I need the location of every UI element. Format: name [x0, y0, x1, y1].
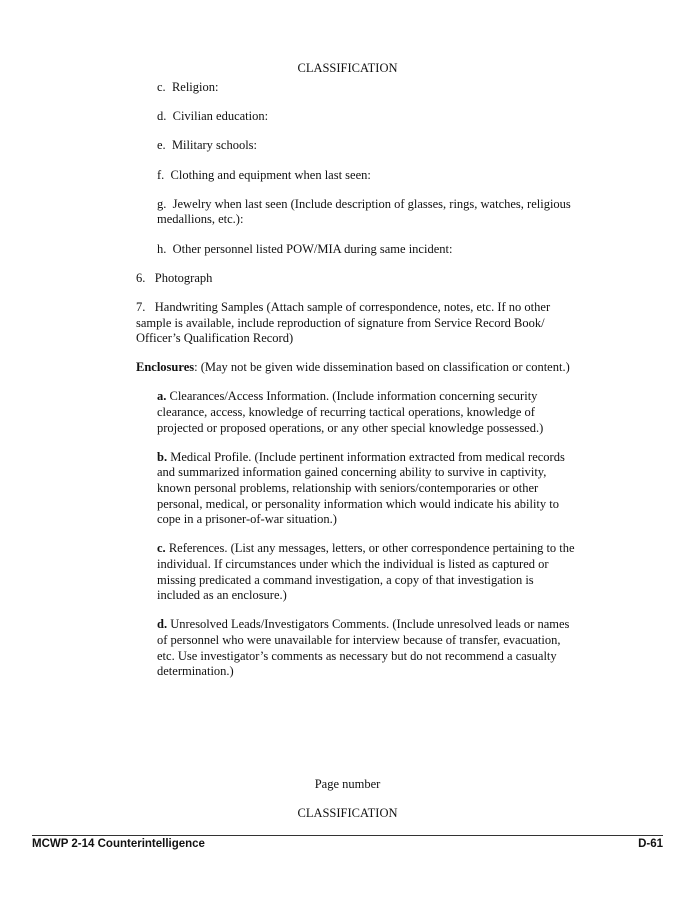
enclosure-b: [136, 450, 576, 528]
item-d: [136, 109, 576, 125]
enclosure-d-text: Unresolved Leads/Investigators Comments. (Include unresolved leads or names of personnel who were unavailable for interview because of transfer, evacuation, etc. Use investigator’s comments as necessary but do not recommend a casualty determination.): [157, 617, 570, 679]
enclosure-b-letter: b.: [157, 449, 168, 464]
item-c-letter: c.: [157, 80, 166, 94]
enclosures-intro-text: : (May not be given wide dissemination based on classification or content.): [194, 360, 570, 375]
enclosures-intro: [136, 360, 576, 376]
item-f-letter: f.: [157, 167, 165, 182]
enclosure-a: [136, 389, 576, 436]
classification-header: CLASSIFICATION: [297, 61, 398, 75]
classification-footer: CLASSIFICATION: [297, 806, 398, 820]
item-h: [136, 242, 576, 258]
item-g-letter: g.: [157, 196, 167, 211]
enclosure-a-text: Clearances/Access Information. (Include information concerning security clearance, access, knowledge of recurring tactical operations, knowledge of projected or proposed operations, or any other special knowledge possessed.): [157, 389, 544, 435]
enclosure-b-text: Medical Profile. (Include pertinent information extracted from medical records and summarized information gained concerning ability to survive in captivity, known personal problems, relationship with seniors/contemporaries or other personal, medical, or personality information which would indicate his ability to cope in a prisoner-of-war situation.): [157, 449, 565, 527]
section-6-number: 6.: [136, 270, 146, 285]
item-e-text: Military schools:: [171, 138, 258, 153]
publication-title: MCWP 2-14 Counterintelligence: [32, 838, 205, 850]
item-d-text: Civilian education:: [172, 109, 269, 124]
section-7: [136, 300, 576, 347]
enclosure-c: [136, 541, 576, 603]
item-d-letter: d.: [157, 109, 167, 124]
page-reference: D-61: [638, 838, 663, 850]
item-c-text: Religion:: [171, 80, 219, 94]
footer-rule: [32, 835, 663, 836]
item-e-letter: e.: [157, 138, 166, 153]
item-g: [136, 197, 576, 228]
page-number-label: Page number: [314, 777, 381, 791]
enclosure-a-letter: a.: [157, 389, 167, 404]
document-body: [136, 80, 576, 693]
section-7-number: 7.: [136, 299, 146, 314]
enclosure-c-text: References. (List any messages, letters, or other correspondence pertaining to the individual. If circumstances under which the individual is listed as captured or missing predicated a command investigation, a copy of that investigation is included as an enclosure.): [157, 541, 575, 603]
enclosure-d: [136, 617, 576, 679]
item-h-letter: h.: [157, 241, 167, 256]
item-f-text: Clothing and equipment when last seen:: [170, 167, 371, 182]
item-f: [136, 168, 576, 184]
section-7-text: Handwriting Samples (Attach sample of correspondence, notes, etc. If no other sample is available, include reproduction of signature from Service Record Book/ Officer’s Qualification Record): [136, 299, 551, 346]
item-g-text: Jewelry when last seen (Include description of glasses, rings, watches, religious medallions, etc.):: [157, 196, 571, 227]
section-6-text: Photograph: [154, 270, 213, 285]
section-6: [136, 271, 576, 287]
item-c: [136, 80, 576, 96]
enclosure-d-letter: d.: [157, 617, 168, 632]
enclosure-c-letter: c.: [157, 541, 166, 556]
item-h-text: Other personnel listed POW/MIA during same incident:: [172, 241, 453, 256]
item-e: [136, 138, 576, 154]
enclosures-label: Enclosures: [136, 360, 195, 375]
